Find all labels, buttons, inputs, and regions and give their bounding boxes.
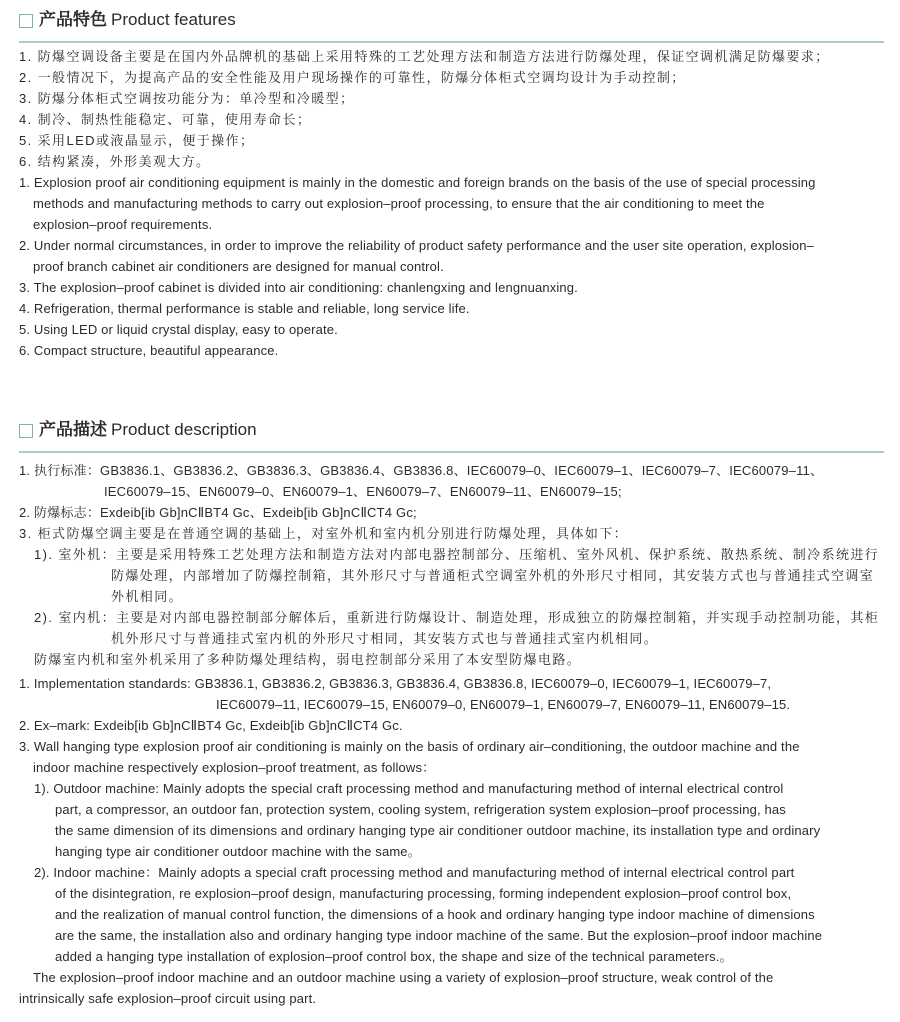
feature-en-line: 6. Compact structure, beautiful appearance. <box>19 343 279 358</box>
feature-zh-line: 2. 一般情况下，为提高产品的安全性能及用户现场操作的可靠性，防爆分体柜式空调均设计为手动控制； <box>19 70 686 85</box>
section-divider <box>19 451 884 453</box>
description-zh-line: 1. 执行标准：GB3836.1、GB3836.2、GB3836.3、GB3836.4、GB3836.8、IEC60079–0、IEC60079–1、IEC60079–7、IEC60079–11、 <box>19 463 824 478</box>
feature-zh-line: 3. 防爆分体柜式空调按功能分为：单冷型和冷暖型； <box>19 91 355 106</box>
description-zh-line: 2. 防爆标志：Exdeib[ib Gb]nCⅡBT4 Gc、Exdeib[ib Gb]nCⅡCT4 Gc; <box>19 505 417 520</box>
section-header-description <box>19 418 884 448</box>
description-en-line: The explosion–proof indoor machine and an outdoor machine using a variety of explosion–proof structure, weak control of the <box>33 970 774 985</box>
feature-en-line: 2. Under normal circumstances, in order to improve the reliability of product safety performance and the user site operation, explosion– <box>19 238 815 253</box>
section-title-zh: 产品描述 <box>39 420 107 439</box>
description-zh-line: 1). 室外机：主要是采用特殊工艺处理方法和制造方法对内部电器控制部分、压缩机、室外风机、保护系统、散热系统、制冷系统进行 <box>34 547 880 562</box>
description-en-line: 2. Ex–mark: Exdeib[ib Gb]nCⅡBT4 Gc, Exdeib[ib Gb]nCⅡCT4 Gc. <box>19 718 403 733</box>
description-zh-line: 防爆室内机和室外机采用了多种防爆处理结构，弱电控制部分采用了本安型防爆电路。 <box>34 652 582 667</box>
description-en-line: 1). Outdoor machine: Mainly adopts the special craft processing method and manufacturing method of internal electrical control <box>34 781 784 796</box>
feature-en-line: proof branch cabinet air conditioners are designed for manual control. <box>33 259 444 274</box>
feature-en-line: explosion–proof requirements. <box>33 217 213 232</box>
feature-en-line: 5. Using LED or liquid crystal display, easy to operate. <box>19 322 338 337</box>
section-header-features <box>19 8 884 38</box>
description-en-line: the same dimension of its dimensions and ordinary hanging type air conditioner outdoor machine, its installation type and ordinary <box>55 823 821 838</box>
description-zh-line: 外机相同。 <box>111 589 184 604</box>
description-en-line: part, a compressor, an outdoor fan, protection system, cooling system, refrigeration system explosion–proof processing, has <box>55 802 786 817</box>
square-bullet-icon <box>19 424 33 438</box>
section-title <box>39 418 257 442</box>
feature-en-line: 4. Refrigeration, thermal performance is stable and reliable, long service life. <box>19 301 470 316</box>
square-bullet-icon <box>19 14 33 28</box>
description-zh-line: 防爆处理，内部增加了防爆控制箱，其外形尺寸与普通柜式空调室外机的外形尺寸相同，其安装方式也与普通挂式空调室 <box>111 568 875 583</box>
description-en-line: 1. Implementation standards: GB3836.1, GB3836.2, GB3836.3, GB3836.4, GB3836.8, IEC60079–0, IEC60079–1, IEC60079–7, <box>19 676 772 691</box>
description-en-line: 2). Indoor machine：Mainly adopts a special craft processing method and manufacturing method of internal electrical control part <box>34 865 795 880</box>
description-en-line: added a hanging type installation of explosion–proof control box, the shape and size of the technical parameters.。 <box>55 949 733 964</box>
description-zh-line: 2). 室内机：主要是对内部电器控制部分解体后，重新进行防爆设计、制造处理，形成独立的防爆控制箱，并实现手动控制功能，其柜 <box>34 610 880 625</box>
description-en-line: are the same, the installation also and ordinary hanging type indoor machine of the same. But the explosion–proof indoor machine <box>55 928 823 943</box>
description-en-line: hanging type air conditioner outdoor machine with the same。 <box>55 844 421 859</box>
feature-en-line: 3. The explosion–proof cabinet is divided into air conditioning: chanlengxing and lengnuanxing. <box>19 280 578 295</box>
description-zh-line: 3. 柜式防爆空调主要是在普通空调的基础上，对室外机和室内机分别进行防爆处理，具体如下： <box>19 526 629 541</box>
description-en-line: 3. Wall hanging type explosion proof air conditioning is mainly on the basis of ordinary air–conditioning, the outdoor machine and the <box>19 739 800 754</box>
description-zh-line: 机外形尺寸与普通挂式室内机的外形尺寸相同，其安装方式也与普通挂式室内机相同。 <box>111 631 659 646</box>
feature-zh-line: 5. 采用LED或液晶显示，便于操作； <box>19 133 255 148</box>
section-title-zh: 产品特色 <box>39 10 107 29</box>
section-divider <box>19 41 884 43</box>
description-zh-line: IEC60079–15、EN60079–0、EN60079–1、EN60079–7、EN60079–11、EN60079–15; <box>104 484 622 499</box>
description-en-line: of the disintegration, re explosion–proof design, manufacturing processing, forming independent explosion–proof control box, <box>55 886 792 901</box>
description-en-line: indoor machine respectively explosion–proof treatment, as follows： <box>33 760 436 775</box>
section-title <box>39 8 236 32</box>
feature-en-line: methods and manufacturing methods to carry out explosion–proof processing, to ensure that the air conditioning to meet the <box>33 196 765 211</box>
section-title-en: Product description <box>111 420 257 439</box>
feature-en-line: 1. Explosion proof air conditioning equipment is mainly in the domestic and foreign brands on the basis of the use of special processing <box>19 175 816 190</box>
description-en-line: intrinsically safe explosion–proof circuit using part. <box>19 991 317 1006</box>
description-en-line: and the realization of manual control function, the dimensions of a hook and ordinary hanging type indoor machine of dimensions <box>55 907 815 922</box>
feature-zh-line: 1. 防爆空调设备主要是在国内外品牌机的基础上采用特殊的工艺处理方法和制造方法进行防爆处理，保证空调机满足防爆要求； <box>19 49 830 64</box>
feature-zh-line: 4. 制冷、制热性能稳定、可靠，使用寿命长； <box>19 112 312 127</box>
description-en-line: IEC60079–11, IEC60079–15, EN60079–0, EN60079–1, EN60079–7, EN60079–11, EN60079–15. <box>216 697 791 712</box>
section-title-en: Product features <box>111 10 236 29</box>
feature-zh-line: 6. 结构紧凑，外形美观大方。 <box>19 154 211 169</box>
